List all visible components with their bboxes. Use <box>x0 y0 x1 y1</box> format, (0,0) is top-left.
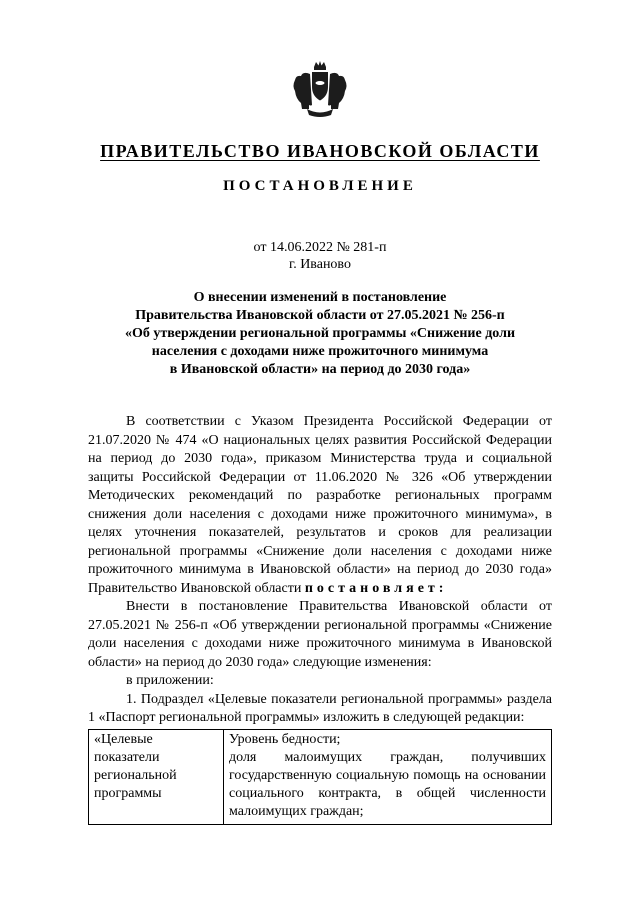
preamble-text: В соответствии с Указом Президента Российской Федерации от 21.07.2020 № 474 «О национальных целях развития Российской Федерации на период до 2030 года», приказом Министерства труда и социальной защиты Российской Федерации от 11.06.2020 № 326 «Об утверждении Методических рекомендаций по разработке региональных программ снижения доли населения с доходами ниже прожиточного минимума», в целях уточнения показателей, результатов и сроков для реализации региональной программы «Снижение доли населения с доходами ниже прожиточного минимума в Ивановской области» на период до 2030 года» Правительство Ивановской области <box>88 414 552 596</box>
city-line: г. Иваново <box>289 257 351 272</box>
subject-line: «Об утверждении региональной программы «Снижение доли <box>124 326 516 341</box>
subject-line: Правительства Ивановской области от 27.05.2021 № 256-п <box>135 308 505 323</box>
resolves-word: постановляет: <box>304 580 448 596</box>
paragraph-in-annex: в приложении: <box>126 673 214 688</box>
document-body <box>88 413 552 728</box>
document-subject <box>0 289 640 379</box>
subject-line: в Ивановской области» на период до 2030 года» <box>169 362 471 377</box>
document-type-title: ПОСТАНОВЛЕНИЕ <box>223 178 417 194</box>
org-title: ПРАВИТЕЛЬСТВО ИВАНОВСКОЙ ОБЛАСТИ <box>100 141 540 161</box>
target-indicators-table <box>88 729 552 825</box>
paragraph-amendment-intro: Внести в постановление Правительства Ивановской области от 27.05.2021 № 256-п «Об утверждении региональной программы «Снижение доли населения с доходами ниже прожиточного минимума в Ивановской области» на период до 2030 года» следующие изменения: <box>88 599 552 670</box>
paragraph-item-1: 1. Подраздел «Целевые показатели региональной программы» раздела 1 «Паспорт региональной программы» изложить в следующей редакции: <box>88 691 552 725</box>
indicator-item: доля малоимущих граждан, получивших государственную социальную помощь на основании социального контракта, в общей численности малоимущих граждан; <box>229 749 546 819</box>
subject-line: населения с доходами ниже прожиточного минимума <box>151 344 489 359</box>
date-number-line: от 14.06.2022 № 281-п <box>253 240 387 255</box>
subject-line: О внесении изменений в постановление <box>193 290 447 305</box>
coat-of-arms-icon <box>292 105 348 122</box>
table-cell-indicator-name: «Целевые показатели региональной программы <box>89 729 224 824</box>
indicator-item: Уровень бедности; <box>229 731 341 747</box>
emblem-container <box>0 0 640 123</box>
table-row <box>89 729 552 824</box>
table-cell-indicator-values <box>224 729 552 824</box>
paragraph-preamble <box>88 413 552 598</box>
